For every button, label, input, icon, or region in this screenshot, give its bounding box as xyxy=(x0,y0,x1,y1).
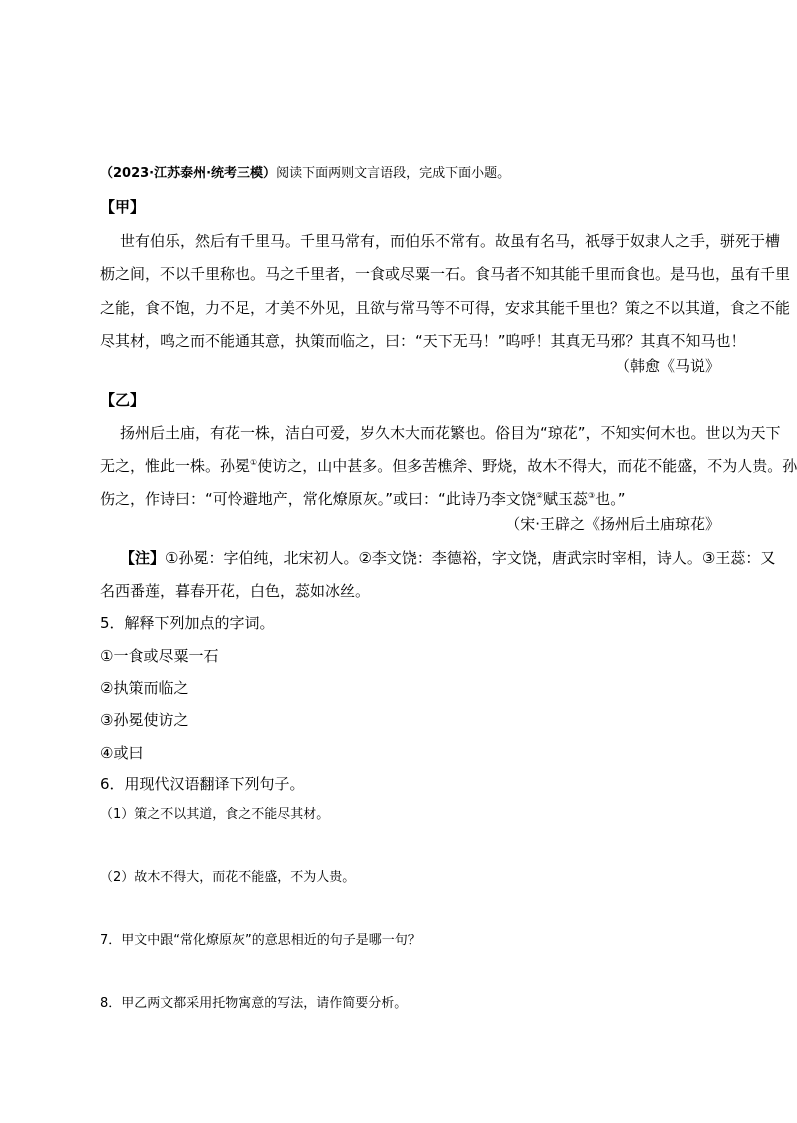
q6-title: 6．用现代汉语翻译下列句子。 xyxy=(100,775,305,793)
yi-line-3-text-a: 伤之，作诗曰：“可怜避地产，常化燎原灰。”或曰：“此诗乃李文饶 xyxy=(100,490,536,508)
yi-line-3-text-b: 赋玉蕊 xyxy=(543,490,589,508)
notes-line-2: 名西番莲，暮春开花，白色，蕊如冰丝。 xyxy=(100,582,371,600)
q5-title: 5．解释下列加点的字词。 xyxy=(100,614,275,632)
jia-line-1: 世有伯乐，然后有千里马。千里马常有，而伯乐不常有。故虽有名马，祇辱于奴隶人之手，骈死于槽 xyxy=(120,232,781,250)
jia-header: 【甲】 xyxy=(100,198,146,216)
instruction-text: 阅读下面两则文言语段，完成下面小题。 xyxy=(276,166,511,181)
source-tag: （2023·江苏泰州·统考三模） xyxy=(100,166,277,181)
note-ref-2: ② xyxy=(535,491,543,500)
jia-line-3: 之能，食不饱，力不足，才美不外见，且欲与常马等不可得，安求其能千里也？策之不以其道，食之不能 xyxy=(100,299,791,317)
q5-item-1: ①一食或尽粟一石 xyxy=(100,647,219,665)
yi-line-2-text-b: 使访之，山中甚多。但多苦樵斧、野烧，故木不得大，而花不能盛，不为人贵。孙 xyxy=(257,457,797,475)
notes-label: 【注】 xyxy=(120,549,166,567)
q7-title: 7．甲文中跟“常化燎原灰”的意思相近的句子是哪一句？ xyxy=(100,933,421,948)
notes-line-1-text: ①孙冕：字伯纯，北宋初人。②李文饶：李德裕，字文饶，唐武宗时宰相，诗人。③王蕊：又 xyxy=(165,549,776,567)
q8-title: 8．甲乙两文都采用托物寓意的写法，请作简要分析。 xyxy=(100,996,408,1011)
q5-item-2: ②执策而临之 xyxy=(100,679,189,697)
yi-line-2-text-a: 无之，惟此一株。孙冕 xyxy=(100,457,251,475)
notes-line-1 xyxy=(120,548,776,568)
yi-line-3-text-c: 也。” xyxy=(595,490,626,508)
yi-line-3 xyxy=(100,489,720,509)
note-ref-3: ③ xyxy=(588,491,596,500)
jia-line-2: 枥之间，不以千里称也。马之千里者，一食或尽粟一石。食马者不知其能千里而食也。是马也，虽有千里 xyxy=(100,265,791,283)
intro-line xyxy=(100,164,720,184)
q6-item-1: （1）策之不以其道，食之不能尽其材。 xyxy=(100,807,330,822)
q6-item-2: （2）故木不得大，而花不能盛，不为人贵。 xyxy=(100,870,356,885)
jia-line-4: 尽其材，鸣之而不能通其意，执策而临之，曰：“天下无马！”呜呼！其真无马邪？其真不知马也！ xyxy=(100,332,746,350)
yi-attribution: （宋·王辟之《扬州后土庙琼花》 xyxy=(505,515,720,533)
jia-attribution: （韩愈《马说》 xyxy=(614,357,720,375)
q5-item-3: ③孙冕使访之 xyxy=(100,711,189,729)
yi-line-2 xyxy=(100,456,797,476)
note-ref-1: ① xyxy=(250,458,258,467)
q5-item-4: ④或曰 xyxy=(100,744,144,762)
yi-header: 【乙】 xyxy=(100,391,146,409)
yi-line-1: 扬州后土庙，有花一株，洁白可爱，岁久木大而花繁也。俗目为“琼花”，不知实何木也。世以为天下 xyxy=(120,424,781,442)
